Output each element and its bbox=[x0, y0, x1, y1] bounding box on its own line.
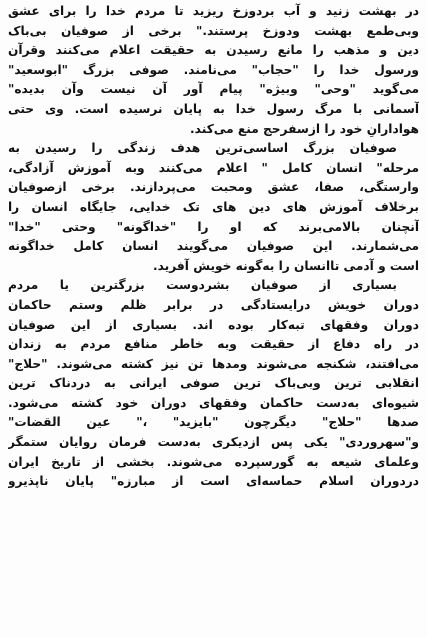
text-line: در بهشت زنید و آب بردوزخ ریزید تا مردم خدا را برای عشق bbox=[8, 4, 419, 18]
text-line: شیوه‌ای به‌دست حاکمان وفقهای دوران خود کشته می‌شود. bbox=[8, 395, 419, 410]
text-line: می‌گوید "وحی" وبیژه" پیام آور آن نیست وآن بدیده" bbox=[8, 82, 419, 97]
paragraph-start-line: صوفیان بزرگ اساسی‌ترین هدف زندگی را رسیدن به bbox=[8, 141, 397, 156]
text-line: آسمانی با مرگ رسول خدا به پایان نرسیده است. وی حتی bbox=[8, 101, 419, 116]
text-line: مرحله" انسان کامل " اعلام می‌کنند وبه آموزش آزادگی، bbox=[8, 160, 419, 175]
paragraph-start-line: بسیاری از صوفیان بشردوست بزرگترین یا مردم bbox=[8, 278, 397, 293]
text-line: در راه دفاع از حقیقت وبه خاطر منافع مردم به زندان bbox=[8, 337, 419, 352]
text-line: می‌شمارند. این صوفیان می‌گویند انسان کامل خداگونه bbox=[8, 239, 419, 254]
text-line: وارستگی، صفا، عشق ومحبت می‌پردازند. برخی ازصوفیان bbox=[8, 180, 419, 195]
text-line: و"سهروردی" یکی پس ازدیکری به‌دست فرمان روایان ستمگر bbox=[8, 435, 419, 450]
text-line: دوران خویش درایستادگی در برابر ظلم وستم حاکمان bbox=[8, 297, 419, 312]
text-line: آنچنان بالامی‌برند که او را "خداگونه" وحتی "خدا" bbox=[8, 219, 419, 234]
text-line: انقلابی ترین وبی‌باک ترین صوفی ایرانی به دردناک ترین bbox=[8, 376, 419, 391]
text-line: برخلاف آموزش های دین های تک خدایی، جایگاه انسان را bbox=[8, 199, 419, 214]
paragraph-end-line: است و آدمی تاانسان را به‌گونه خویش آفرید. bbox=[152, 258, 419, 273]
text-line: دوران وفقهای تبه‌کار بوده اند. بسیاری از این صوفیان bbox=[8, 317, 419, 332]
text-line: دردوران اسلام حماسه‌ای است از مبارزه" پایان ناپذیرو bbox=[8, 474, 419, 489]
text-line: دین و مذهب را مانع رسیدن به حقیقت اعلام می‌کنند وقرآن bbox=[8, 43, 419, 58]
text-line: وبی‌طمع بهشت ودوزخ پرستند." برخی از صوفیان بی‌باک bbox=[8, 23, 419, 38]
paragraph-end-line: هوادارانِ خود را ازسفرحج منع می‌کند. bbox=[190, 121, 419, 136]
text-line: صدها "حلاج" دیگرچون "بایزید" ،" عین القضات" bbox=[8, 415, 419, 430]
text-line: می‌افتند، شکنجه می‌شوند ومدها تن نیز کشته می‌شوند. "حلاج" bbox=[8, 356, 419, 371]
text-line: ورسول خدا را "حجاب" می‌نامند. صوفی بزرگ "ابوسعید" bbox=[8, 62, 419, 77]
text-line: وعلمای شیعه به گورسپرده می‌شوند. بخشی از تاریخ ایران bbox=[8, 454, 419, 469]
